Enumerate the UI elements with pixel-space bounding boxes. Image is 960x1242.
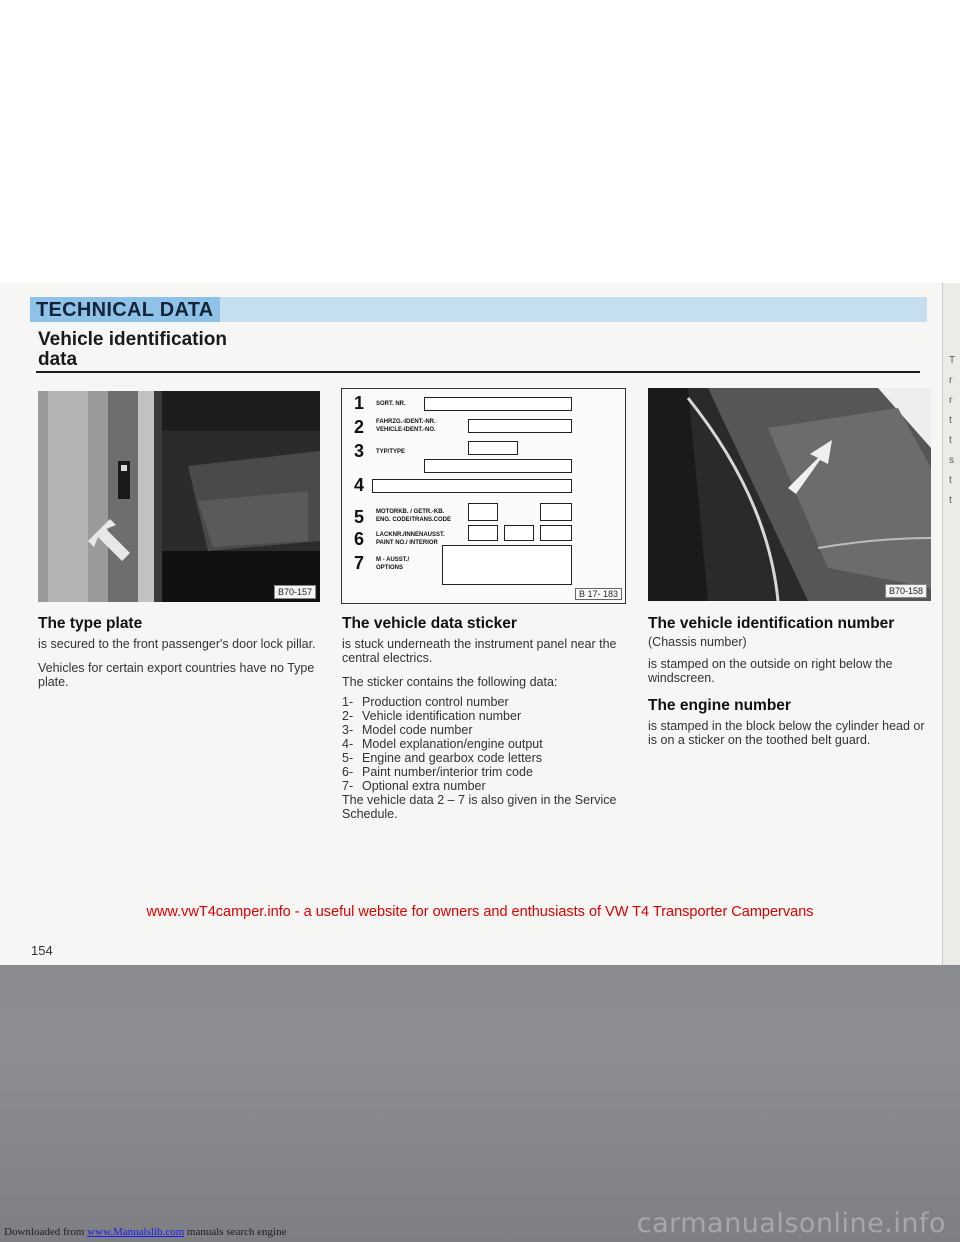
vin-subtitle: (Chassis number) — [648, 635, 747, 649]
sticker-label: FAHRZG.-IDENT.-NR. — [376, 419, 436, 425]
sticker-field-box — [468, 503, 498, 521]
sticker-label: VEHICLE-IDENT.-NO. — [376, 427, 436, 433]
page-title-line2: data — [38, 349, 78, 370]
sticker-field-box — [468, 525, 498, 541]
sticker-intro-text: The sticker contains the following data: — [342, 675, 558, 689]
page-title — [38, 330, 338, 370]
list-item — [342, 737, 626, 751]
list-item-number: 5- — [342, 751, 354, 765]
page-title-line1: Vehicle identification — [38, 329, 227, 350]
website-link[interactable]: www.vwT4camper.info - a useful website for owners and enthusiasts of VW T4 Transporter Campervans — [146, 904, 814, 920]
list-item — [342, 779, 626, 793]
list-item-text: Production control number — [362, 695, 509, 709]
sticker-field-number: 6 — [354, 529, 365, 549]
sticker-label: TYP/TYPE — [376, 449, 406, 455]
sticker-field-box — [540, 525, 572, 541]
list-item — [342, 709, 626, 723]
sticker-label: M - AUSST./ — [376, 557, 410, 563]
photo-code: B70-158 — [885, 584, 927, 598]
sticker-field-box — [442, 545, 572, 585]
sticker-field-number: 4 — [354, 475, 365, 495]
type-plate-note: Vehicles for certain export countries have no Type plate. — [38, 661, 315, 689]
sticker-field-number: 3 — [354, 441, 365, 461]
vin-column — [648, 615, 932, 757]
type-plate-heading: The type plate — [38, 615, 143, 632]
sticker-field-box — [424, 397, 572, 411]
sticker-location-text: is stuck underneath the instrument panel near the central electrics. — [342, 637, 617, 665]
type-plate-text: is secured to the front passenger's door lock pillar. — [38, 637, 316, 651]
sticker-field-box — [372, 479, 572, 493]
sticker-label: LACKNR./INNENAUSST. — [376, 532, 445, 538]
windscreen-image — [648, 388, 931, 601]
sticker-field-box — [540, 503, 572, 521]
sticker-field-box — [468, 441, 518, 455]
download-prefix: Downloaded from — [4, 1226, 85, 1238]
list-item-number: 3- — [342, 723, 354, 737]
sticker-heading: The vehicle data sticker — [342, 615, 517, 632]
sticker-field-number: 5 — [354, 507, 365, 527]
scan-background — [0, 965, 960, 1242]
sticker-field-box — [424, 459, 572, 473]
list-item-text: Engine and gearbox code letters — [362, 751, 542, 765]
sticker-label: PAINT NO./ INTERIOR — [376, 540, 438, 546]
vin-photo — [648, 388, 931, 601]
type-plate-photo — [38, 391, 320, 602]
list-item-text: Optional extra number — [362, 779, 486, 793]
sticker-field-number: 7 — [354, 553, 365, 573]
list-item — [342, 723, 626, 737]
sticker-field-box — [468, 419, 572, 433]
engine-number-heading: The engine number — [648, 697, 791, 714]
list-item-text: Paint number/interior trim code — [362, 765, 533, 779]
list-item-number: 6- — [342, 765, 354, 779]
sticker-label: MOTORKB. / GETR.-KB. — [376, 509, 445, 515]
manualslib-link[interactable]: www.Manualslib.com — [87, 1226, 185, 1238]
vin-heading: The vehicle identification number — [648, 615, 895, 632]
list-item — [342, 765, 626, 779]
page-number: 154 — [31, 943, 53, 958]
list-item-text: Vehicle identification number — [362, 709, 522, 723]
sticker-column — [342, 615, 626, 831]
sticker-label: SORT. NR. — [376, 401, 406, 407]
photo-code: B70-157 — [274, 585, 316, 599]
sticker-data-list — [342, 695, 626, 793]
list-item-number: 7- — [342, 779, 354, 793]
banner-title: TECHNICAL DATA — [30, 297, 220, 322]
title-rule — [36, 371, 920, 373]
sticker-field-number: 1 — [354, 393, 365, 413]
section-banner — [30, 297, 927, 322]
download-suffix: manuals search engine — [186, 1226, 287, 1238]
vehicle-data-sticker-diagram — [341, 388, 626, 604]
list-item — [342, 695, 626, 709]
watermark: carmanualsonline.info — [636, 1208, 946, 1239]
next-page-edge: T r r t t s t t — [942, 283, 960, 965]
service-schedule-note: The vehicle data 2 – 7 is also given in the Service Schedule. — [342, 793, 617, 821]
download-notice — [4, 1226, 286, 1238]
list-item-number: 4- — [342, 737, 354, 751]
list-item — [342, 751, 626, 765]
list-item-number: 2- — [342, 709, 354, 723]
engine-number-text: is stamped in the block below the cylinder head or is on a sticker on the toothed belt guard. — [648, 719, 925, 747]
list-item-number: 1- — [342, 695, 354, 709]
vin-text: is stamped on the outside on right below the windscreen. — [648, 657, 893, 685]
sticker-field-box — [504, 525, 534, 541]
door-pillar-image — [38, 391, 320, 602]
list-item-text: Model explanation/engine output — [362, 737, 543, 751]
photo-code: B 17- 183 — [575, 588, 622, 600]
sticker-field-number: 2 — [354, 417, 365, 437]
sticker-label: OPTIONS — [376, 565, 404, 571]
list-item-text: Model code number — [362, 723, 473, 737]
sticker-label: ENG. CODE/TRANS.CODE — [376, 517, 452, 523]
type-plate-column — [38, 615, 320, 699]
